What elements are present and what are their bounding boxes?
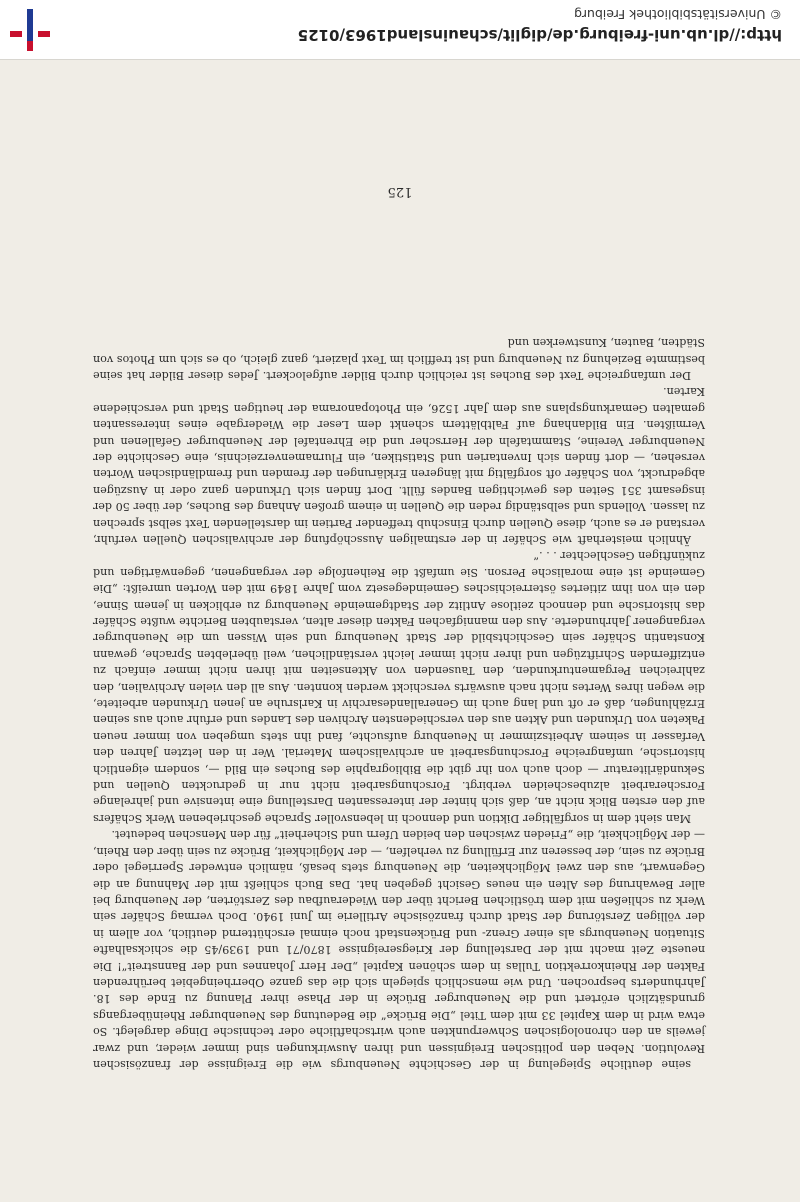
paragraph-3: Ähnlich meisterhaft wie Schäfer in der erstmaligen Ausschöpfung der archivalischen Quellen verfuhr, verstand er es auch, diese Quellen durch Einschub treffender Partien im darstellenden Text selbst sprechen zu lassen. Vollends und selbständig reden die Quellen in einem großen Anhang des Buches, der über 50 der insgesamt 351 Seiten des gewichtigen Bandes füllt. Dort finden sich Urkunden ganz oder in Auszügen abgedruckt, von Schäfer oft sorgfältig mit längeren Erklärungen der fremden und fremdländischen Worten versehen, — dort finden sich Inventarien und Statistiken, ein Flurnamenverzeichnis, eine Geschichte der Neuenburger Vereine, Stammtafeln der Herrscher und die Ehrentafel der Neuenburger Gefallenen und Vermißten. Ein Bildanhang auf Faltblättern schenkt dem Leser die Wiedergabe eines interessanten gemalten Gemarkungsplans aus dem Jahr 1526, ein Photopanorama der heutigen Stadt und verschiedene Karten. bbox=[93, 385, 705, 546]
paragraph-1: seine deutliche Spiegelung in der Geschichte Neuenburgs wie die Ereignisse der französischen Revolution. Neben den politischen Ereignissen und ihren Auswirkungen sind immer wieder, und zwar jeweils an den chronologischen Schwerpunkten auch wirtschaftliche oder technische Dinge dargelegt. So etwa wird in dem Kapitel 33 mit dem Titel „Die Brücke“ die Bedeutung des Neuenburger Rheinübergangs grundsätzlich erörtert und die Neuenburger Brücke in der Phase ihrer Planung zu Ende des 18. Jahrhunderts besprochen. Und wie menschlich spiegeln sich die das ganze Oberrheingebiet berührenden Fakten der Rheinkorrektion Tullas in dem schönen Kapitel „Der Herr Johannes und der Bannstreit“! Die neueste Zeit macht mit der Darstellung der Kriegsereignisse 1870/71 und 1939/45 die schicksalhafte Situation Neuenburgs als einer Grenz- und Brückenstadt noch einmal erschütternd deutlich, vor allem in der völligen Zerstörung der Stadt durch französische Artillerie im Juni 1940. Doch vermag Schäfer sein Werk zu schließen mit dem tröstlichen Bericht über den Wiederaufbau des Zerstörten, der Neuenburg bei aller Bewahrung des Alten ein neues Gesicht gegeben hat. Das Buch schließt mit der Mahnung an die Gegenwart, aus den zwei Möglichkeiten, die Neuenburg stets besaß, nämlich entweder Sperriegel oder Brücke zu sein, der besseren zur Erfüllung zu verhelfen, — der Möglichkeit, Brücke zu sein über den Rhein, — der Möglichkeit, die „Frieden zwischen den beiden Ufern und Sicherheit“ für den Menschen bedeutet. bbox=[93, 828, 705, 1071]
document-sheet bbox=[0, 60, 800, 1202]
paragraph-4: Der umfangreiche Text des Buches ist reichlich durch Bilder aufgelockert. Jedes dieser Bilder hat seine bestimmte Beziehung zu Neuenburg und ist trefflich im Text plaziert, ganz gleich, ob es sich um Photos von Städten, Bauten, Kunstwerken und bbox=[93, 336, 705, 382]
logo-red-bar-right bbox=[10, 31, 22, 37]
document-body bbox=[93, 334, 705, 1072]
permalink-url[interactable]: http://dl.ub.uni-freiburg.de/diglit/schauinsland1963/0125 bbox=[297, 26, 782, 44]
logo-red-bar-left bbox=[38, 31, 50, 37]
logo-red-stub bbox=[27, 41, 33, 51]
paragraph-2: Man sieht dem in sorgfältiger Diktion und dennoch in lebensvoller Sprache geschriebenen Werk Schäfers auf den ersten Blick nicht an, daß sich hinter der interessanten Darstellung eine intensive und jahrelange Forscherarbeit alzubescheiden verbirgt. Forschungsarbeit nicht nur in gedruckten Quellen und Sekundärliteratur — doch auch von ihr gibt die Bibliographie des Buches ein Bild —, sondern eigentlich historische, umfangreiche Forschungsarbeit an archivalischem Material. Wer in den letzten Jahren den Verfasser in seinem Arbeitszimmer in Neuenburg aufsuchte, fand ihn stets umgeben von immer neuen Paketen von Urkunden und Akten aus den verschiedensten Archiven des Landes und erfuhr auch aus seinen Erzählungen, daß er oft und lang auch im Generallandesarchiv in Karlsruhe an jenen Urkunden arbeitete, die wegen ihres Wertes nicht nach auswärts verschickt werden konnten. Aus all den vielen Archivalien, den zahlreichen Pergamenturkunden, den Tausenden von Aktenseiten mit ihren nicht immer einfach zu entziffernden Schriftzügen und ihrer nicht immer leicht verständlichen, weil überlebten Sprache, gewann Konstantin Schäfer sein Geschichtsbild der Stadt Neuenburg und sein Wissen um die Neuenburger vergangener Jahrhunderte. Aus den mannigfachen Fakten dieser alten, verstaubten Berichte wußte Schäfer das historische und dennoch zeitlose Antlitz der Stadtgemeinde Neuenburg zu erblicken in jenem Sinne, den ein von ihm zitiertes österreichisches Gemeindegesetz vom Jahre 1849 mit den Worten umreißt: „Die Gemeinde ist eine moralische Person. Sie umfaßt die Reihenfolge der vergangenen, gegenwärtigen und zukünftigen Geschlechter . . .“ bbox=[93, 549, 705, 825]
library-credit: © Universitätsbibliothek Freiburg bbox=[574, 7, 782, 22]
ub-freiburg-logo-icon bbox=[8, 7, 52, 53]
library-header-bar bbox=[0, 0, 800, 60]
page-number: 125 bbox=[387, 184, 413, 199]
